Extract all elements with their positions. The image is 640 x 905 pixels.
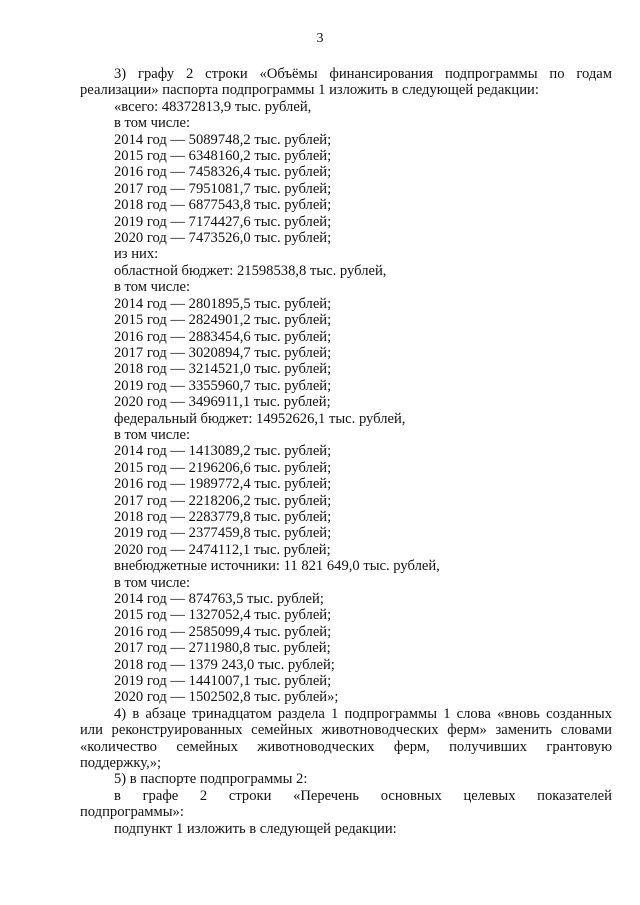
word: графе <box>142 787 179 804</box>
word: в <box>114 787 121 804</box>
item4-paragraph: 4) в абзаце тринадцатом раздела 1 подпрограммы 1 слова «вновь созданных или реконструированных семейных животноводческих ферм» заменить словами «количество семейных животноводческих ферм, получивших грантовую поддержку,»; <box>80 705 612 772</box>
item5-continuation: подпрограммы»: <box>80 804 184 821</box>
in-that-label: в том числе: <box>114 426 191 443</box>
document-body <box>80 66 612 837</box>
word: строки <box>228 787 272 804</box>
extrabudget-year-list <box>80 591 612 706</box>
word: 2 <box>199 787 208 804</box>
extrabudget-line: внебюджетные источники: 11 821 649,0 тыс. рублей, <box>114 558 440 575</box>
in-that-label: в том числе: <box>114 279 191 296</box>
federal-year-list <box>80 443 612 558</box>
word: основных <box>380 787 442 804</box>
year-line: 2016 год — 2585099,4 тыс. рублей; <box>114 623 332 640</box>
subpoint-line: подпункт 1 изложить в следующей редакции: <box>114 820 397 837</box>
word: показателей <box>537 787 612 804</box>
word: целевых <box>463 787 516 804</box>
year-line: 2015 год — 6348160,2 тыс. рублей; <box>114 148 332 165</box>
year-line: 2015 год — 2824901,2 тыс. рублей; <box>114 312 332 329</box>
in-that-label: в том числе: <box>114 574 191 591</box>
page-number: 3 <box>316 31 324 46</box>
of-them-label: из них: <box>114 246 159 263</box>
year-line: 2014 год — 1413089,2 тыс. рублей; <box>114 443 332 460</box>
year-line: 2019 год — 3355960,7 тыс. рублей; <box>114 377 332 394</box>
item5-intro: 5) в паспорте подпрограммы 2: <box>114 771 308 788</box>
year-line: 2018 год — 1379 243,0 тыс. рублей; <box>114 656 335 673</box>
item5-justified-line <box>80 788 612 804</box>
year-line: 2015 год — 2196206,6 тыс. рублей; <box>114 459 332 476</box>
year-line: 2014 год — 5089748,2 тыс. рублей; <box>114 131 332 148</box>
total-year-list <box>80 132 612 247</box>
year-line: 2019 год — 1441007,1 тыс. рублей; <box>114 673 332 690</box>
regional-year-list <box>80 296 612 411</box>
year-line: 2017 год — 7951081,7 тыс. рублей; <box>114 180 332 197</box>
year-line: 2014 год — 2801895,5 тыс. рублей; <box>114 295 332 312</box>
word: «Перечень <box>293 787 360 804</box>
year-line: 2017 год — 3020894,7 тыс. рублей; <box>114 344 332 361</box>
year-line: 2018 год — 3214521,0 тыс. рублей; <box>114 361 332 378</box>
item3-intro: 3) графу 2 строки «Объёмы финансирования подпрограммы по годам реализации» паспорта подпрограммы 1 изложить в следующей редакции: <box>80 66 612 99</box>
year-line: 2018 год — 6877543,8 тыс. рублей; <box>114 197 332 214</box>
year-line: 2017 год — 2218206,2 тыс. рублей; <box>114 492 332 509</box>
year-line: 2016 год — 2883454,6 тыс. рублей; <box>114 328 332 345</box>
year-line: 2017 год — 2711980,8 тыс. рублей; <box>114 640 331 657</box>
year-line: 2018 год — 2283779,8 тыс. рублей; <box>114 508 332 525</box>
year-line: 2019 год — 2377459,8 тыс. рублей; <box>114 525 332 542</box>
year-line: 2020 год — 7473526,0 тыс. рублей; <box>114 230 332 247</box>
year-line: 2016 год — 1989772,4 тыс. рублей; <box>114 476 332 493</box>
year-line: 2014 год — 874763,5 тыс. рублей; <box>114 591 324 607</box>
in-that-label: в том числе: <box>114 115 191 132</box>
year-line: 2020 год — 1502502,8 тыс. рублей»; <box>114 689 339 706</box>
year-line: 2015 год — 1327052,4 тыс. рублей; <box>114 607 332 624</box>
federal-budget-line: федеральный бюджет: 14952626,1 тыс. рублей, <box>114 410 406 427</box>
year-line: 2020 год — 2474112,1 тыс. рублей; <box>114 541 331 558</box>
regional-budget-line: областной бюджет: 21598538,8 тыс. рублей, <box>114 262 387 279</box>
year-line: 2020 год — 3496911,1 тыс. рублей; <box>114 394 331 411</box>
year-line: 2019 год — 7174427,6 тыс. рублей; <box>114 213 332 230</box>
total-line: «всего: 48372813,9 тыс. рублей, <box>114 98 312 115</box>
year-line: 2016 год — 7458326,4 тыс. рублей; <box>114 164 332 181</box>
